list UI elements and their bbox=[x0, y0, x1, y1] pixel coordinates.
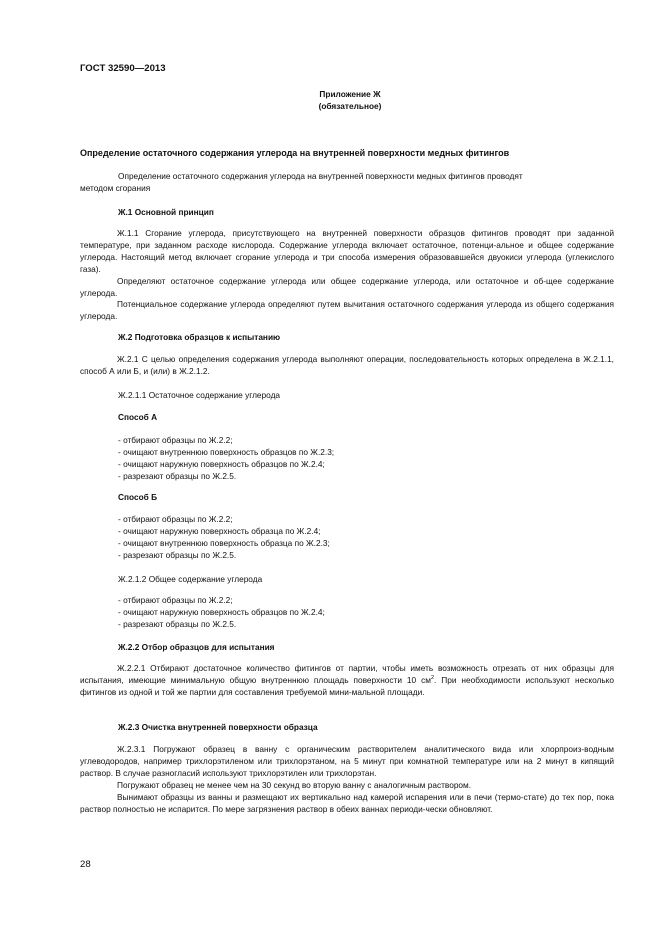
section-heading-zh1: Ж.1 Основной принцип bbox=[118, 207, 214, 217]
document-title: Определение остаточного содержания углерода на внутренней поверхности медных фитингов bbox=[80, 148, 510, 158]
paragraph-zh2-1: Ж.2.1 С целью определения содержания углерода выполняют операции, последовательность которых определена в Ж.2.1.1, способ А или Б, и (или) в Ж.2.1.2. bbox=[80, 354, 614, 377]
intro-line-2: методом сгорания bbox=[80, 183, 151, 193]
list-item: - очищают внутреннюю поверхность образца по Ж.2.3; bbox=[118, 537, 330, 548]
paragraph-zh2-2-1-text-a: Ж.2.2.1 Отбирают достаточное количество фитингов от партии, чтобы иметь возможность отрезать от них образцы для испытания, имеющие минимальную общую внутреннюю площадь поверхности 10 см bbox=[80, 663, 614, 686]
subsection-zh2-1-2: Ж.2.1.2 Общее содержание углерода bbox=[118, 574, 263, 584]
paragraph-zh2-3-2: Погружают образец не менее чем на 30 секунд во вторую ванну с аналогичным раствором. bbox=[117, 780, 472, 790]
list-item: - отбирают образцы по Ж.2.2; bbox=[118, 514, 233, 524]
method-b-list bbox=[118, 514, 330, 562]
method-b-title: Способ Б bbox=[118, 492, 158, 502]
method-a-title: Способ А bbox=[118, 412, 158, 422]
paragraph-zh1-2: Определяют остаточное содержание углерода или общее содержание углерода, или остаточное и об-щее содержание углерода. bbox=[80, 276, 614, 299]
section-heading-zh2: Ж.2 Подготовка образцов к испытанию bbox=[118, 332, 281, 342]
list-item: - разрезают образцы по Ж.2.5. bbox=[118, 549, 237, 560]
subsection-zh2-1-1: Ж.2.1.1 Остаточное содержание углерода bbox=[118, 390, 281, 400]
list-item: - отбирают образцы по Ж.2.2; bbox=[118, 595, 233, 605]
list-item: - очищают наружную поверхность образцов по Ж.2.4; bbox=[118, 458, 325, 469]
paragraph-zh1-3: Потенциальное содержание углерода определяют путем вычитания остаточного содержания углерода из общего содержания углерода. bbox=[80, 299, 614, 322]
superscript-unit-power: 2 bbox=[430, 675, 435, 682]
list-item: - разрезают образцы по Ж.2.5. bbox=[118, 618, 237, 629]
list-item: - очищают наружную поверхность образцов по Ж.2.4; bbox=[118, 606, 325, 617]
list-item: - разрезают образцы по Ж.2.5. bbox=[118, 470, 237, 481]
paragraph-zh1-1: Ж.1.1 Сгорание углерода, присутствующего на внутренней поверхности образцов фитингов проводят при заданной температуре, при заданном расходе кислорода. Содержание углерода включает остаточное, потенци-альное и общее содержание углерода. Настоящий метод включает сгорание углерода и три способа измерения образовавшейся двуокиси углерода (углекислого газа). bbox=[80, 228, 614, 275]
list-item: - очищают наружную поверхность образца по Ж.2.4; bbox=[118, 525, 321, 536]
intro-line-1: Определение остаточного содержания углерода на внутренней поверхности медных фитингов проводят bbox=[118, 171, 523, 181]
list-item: - очищают внутреннюю поверхность образцов по Ж.2.3; bbox=[118, 446, 335, 457]
total-carbon-list bbox=[118, 595, 325, 631]
paragraph-zh2-2-1-text-b: . При необходимости используют несколько фитингов из одной и той же партии для составления требуемой мини-мальной площади. bbox=[80, 675, 614, 698]
paragraph-zh2-2-1 bbox=[80, 662, 614, 698]
appendix-title: Приложение Ж bbox=[319, 89, 381, 99]
section-heading-zh2-3: Ж.2.3 Очистка внутренней поверхности образца bbox=[118, 722, 318, 732]
section-heading-zh2-2: Ж.2.2 Отбор образцов для испытания bbox=[118, 642, 275, 652]
standard-header: ГОСТ 32590—2013 bbox=[80, 63, 166, 74]
paragraph-zh2-3-3: Вынимают образцы из ванны и размещают их вертикально над камерой испарения или в печи (термо-стате) до тех пор, пока раствор полностью не испарится. По мере загрязнения раствор в обеих ваннах периоди-чески обновляют. bbox=[80, 792, 614, 815]
appendix-status: (обязательное) bbox=[318, 101, 382, 111]
method-a-list bbox=[118, 435, 334, 483]
list-item: - отбирают образцы по Ж.2.2; bbox=[118, 435, 233, 445]
paragraph-zh2-3-1: Ж.2.3.1 Погружают образец в ванну с органическим растворителем аналитического вида или хлорпроиз-водным углеводородов, например трихлорэтиленом или трихлорэтаном, на 5 минут при комнатной температуре или на 2 минут в кипящий раствор. В случае разногласий используют трихлорэтилен или трихлорэтан. bbox=[80, 744, 614, 779]
page-number: 28 bbox=[80, 859, 91, 870]
